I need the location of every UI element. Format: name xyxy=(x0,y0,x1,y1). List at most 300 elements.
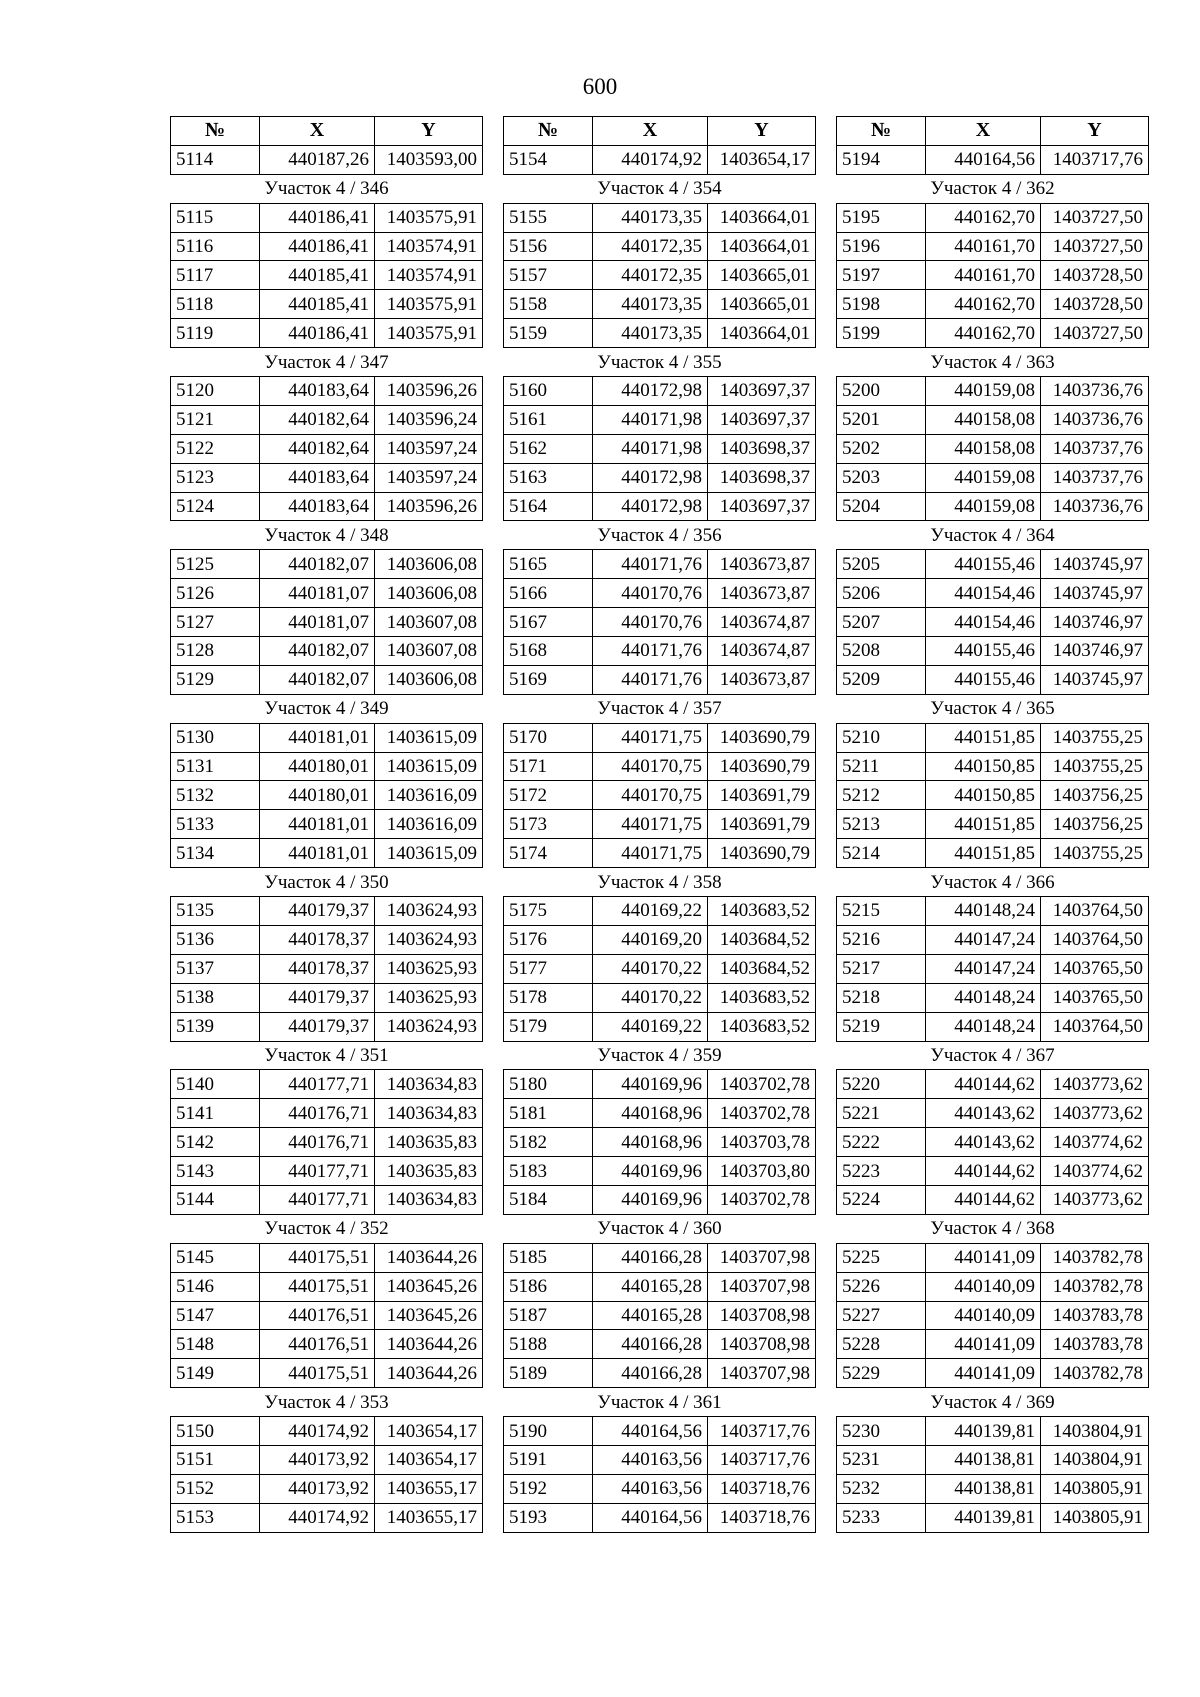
section-label: Участок 4 / 353 xyxy=(171,1388,483,1417)
table-row xyxy=(837,983,1149,1012)
table-row xyxy=(171,1330,483,1359)
table-row xyxy=(837,608,1149,637)
table-row xyxy=(837,1330,1149,1359)
point-number: 5144 xyxy=(171,1185,260,1214)
coord-x: 440159,08 xyxy=(926,377,1041,406)
point-number: 5137 xyxy=(171,954,260,983)
point-number: 5178 xyxy=(504,983,593,1012)
coord-x: 440169,20 xyxy=(593,925,708,954)
coord-x: 440170,22 xyxy=(593,983,708,1012)
table-row xyxy=(837,579,1149,608)
point-number: 5145 xyxy=(171,1243,260,1272)
coord-x: 440151,85 xyxy=(926,839,1041,868)
table-row xyxy=(504,1099,816,1128)
coord-y: 1403615,09 xyxy=(375,723,483,752)
table-row xyxy=(171,781,483,810)
table-row xyxy=(504,1272,816,1301)
coord-x: 440147,24 xyxy=(926,954,1041,983)
coord-y: 1403615,09 xyxy=(375,752,483,781)
coord-y: 1403574,91 xyxy=(375,232,483,261)
coord-y: 1403664,01 xyxy=(708,203,816,232)
point-number: 5174 xyxy=(504,839,593,868)
coord-y: 1403664,01 xyxy=(708,319,816,348)
point-number: 5197 xyxy=(837,261,926,290)
table-row xyxy=(504,1503,816,1532)
coord-y: 1403746,97 xyxy=(1041,637,1149,666)
point-number: 5165 xyxy=(504,550,593,579)
coord-y: 1403634,83 xyxy=(375,1070,483,1099)
coord-x: 440182,07 xyxy=(260,665,375,694)
table-row xyxy=(837,1272,1149,1301)
table-row xyxy=(171,492,483,521)
point-number: 5198 xyxy=(837,290,926,319)
coord-x: 440182,07 xyxy=(260,550,375,579)
coord-y: 1403756,25 xyxy=(1041,781,1149,810)
coord-y: 1403634,83 xyxy=(375,1185,483,1214)
coord-x: 440183,64 xyxy=(260,463,375,492)
section-row xyxy=(504,174,816,203)
coord-x: 440172,98 xyxy=(593,463,708,492)
coord-x: 440176,71 xyxy=(260,1128,375,1157)
coord-x: 440181,07 xyxy=(260,608,375,637)
section-row xyxy=(171,868,483,897)
coord-y: 1403745,97 xyxy=(1041,550,1149,579)
coord-y: 1403755,25 xyxy=(1041,752,1149,781)
point-number: 5213 xyxy=(837,810,926,839)
coord-x: 440170,22 xyxy=(593,954,708,983)
coord-x: 440150,85 xyxy=(926,781,1041,810)
table-row xyxy=(171,232,483,261)
point-number: 5224 xyxy=(837,1185,926,1214)
table-row xyxy=(504,1474,816,1503)
coord-y: 1403644,26 xyxy=(375,1243,483,1272)
point-number: 5171 xyxy=(504,752,593,781)
table-row xyxy=(171,839,483,868)
point-number: 5139 xyxy=(171,1012,260,1041)
coord-y: 1403707,98 xyxy=(708,1359,816,1388)
point-number: 5183 xyxy=(504,1157,593,1186)
point-number: 5147 xyxy=(171,1301,260,1330)
coord-y: 1403697,37 xyxy=(708,377,816,406)
coord-y: 1403575,91 xyxy=(375,203,483,232)
table-row xyxy=(504,1301,816,1330)
point-number: 5115 xyxy=(171,203,260,232)
coord-x: 440183,64 xyxy=(260,492,375,521)
point-number: 5120 xyxy=(171,377,260,406)
point-number: 5148 xyxy=(171,1330,260,1359)
point-number: 5193 xyxy=(504,1503,593,1532)
point-number: 5180 xyxy=(504,1070,593,1099)
section-row xyxy=(837,348,1149,377)
coord-y: 1403635,83 xyxy=(375,1128,483,1157)
coord-y: 1403718,76 xyxy=(708,1503,816,1532)
coord-y: 1403805,91 xyxy=(1041,1503,1149,1532)
coord-x: 440165,28 xyxy=(593,1301,708,1330)
coord-y: 1403783,78 xyxy=(1041,1301,1149,1330)
table-row xyxy=(837,203,1149,232)
coord-y: 1403684,52 xyxy=(708,925,816,954)
section-row xyxy=(504,348,816,377)
table-row xyxy=(837,1099,1149,1128)
coord-y: 1403736,76 xyxy=(1041,377,1149,406)
header-number: № xyxy=(504,117,593,146)
table-row xyxy=(171,1272,483,1301)
coord-y: 1403736,76 xyxy=(1041,405,1149,434)
point-number: 5227 xyxy=(837,1301,926,1330)
point-number: 5156 xyxy=(504,232,593,261)
point-number: 5152 xyxy=(171,1474,260,1503)
coord-x: 440155,46 xyxy=(926,550,1041,579)
coord-x: 440181,01 xyxy=(260,839,375,868)
coord-y: 1403606,08 xyxy=(375,550,483,579)
table-row xyxy=(504,781,816,810)
point-number: 5204 xyxy=(837,492,926,521)
point-number: 5138 xyxy=(171,983,260,1012)
table-row xyxy=(504,983,816,1012)
coord-y: 1403717,76 xyxy=(708,1445,816,1474)
coordinate-table-1 xyxy=(170,116,483,1533)
coord-x: 440169,96 xyxy=(593,1157,708,1186)
section-label: Участок 4 / 350 xyxy=(171,868,483,897)
coord-x: 440175,51 xyxy=(260,1243,375,1272)
coord-x: 440180,01 xyxy=(260,781,375,810)
section-row xyxy=(837,174,1149,203)
coord-y: 1403593,00 xyxy=(375,145,483,174)
table-row xyxy=(504,405,816,434)
coord-y: 1403596,24 xyxy=(375,405,483,434)
coord-x: 440169,96 xyxy=(593,1070,708,1099)
section-label: Участок 4 / 359 xyxy=(504,1041,816,1070)
coord-y: 1403773,62 xyxy=(1041,1099,1149,1128)
table-row xyxy=(837,1301,1149,1330)
table-row xyxy=(837,810,1149,839)
table-row xyxy=(837,1445,1149,1474)
point-number: 5167 xyxy=(504,608,593,637)
coord-y: 1403805,91 xyxy=(1041,1474,1149,1503)
point-number: 5188 xyxy=(504,1330,593,1359)
point-number: 5230 xyxy=(837,1417,926,1446)
coord-x: 440140,09 xyxy=(926,1301,1041,1330)
table-row xyxy=(837,925,1149,954)
table-row xyxy=(837,1417,1149,1446)
page-number: 600 xyxy=(582,74,618,99)
coord-y: 1403702,78 xyxy=(708,1099,816,1128)
coord-y: 1403804,91 xyxy=(1041,1445,1149,1474)
coord-x: 440171,98 xyxy=(593,434,708,463)
coord-y: 1403764,50 xyxy=(1041,897,1149,926)
coord-y: 1403697,37 xyxy=(708,492,816,521)
table-row xyxy=(504,1157,816,1186)
table-row xyxy=(504,1243,816,1272)
table-row xyxy=(504,1070,816,1099)
table-row xyxy=(837,1157,1149,1186)
coord-x: 440173,35 xyxy=(593,290,708,319)
table-row xyxy=(171,954,483,983)
table-row xyxy=(504,550,816,579)
section-label: Участок 4 / 363 xyxy=(837,348,1149,377)
table-row xyxy=(837,434,1149,463)
coord-y: 1403703,80 xyxy=(708,1157,816,1186)
section-row xyxy=(504,1041,816,1070)
section-label: Участок 4 / 348 xyxy=(171,521,483,550)
table-row xyxy=(171,550,483,579)
section-label: Участок 4 / 346 xyxy=(171,174,483,203)
coord-y: 1403673,87 xyxy=(708,579,816,608)
coord-y: 1403773,62 xyxy=(1041,1185,1149,1214)
coord-x: 440176,51 xyxy=(260,1330,375,1359)
coord-y: 1403737,76 xyxy=(1041,463,1149,492)
section-row xyxy=(504,521,816,550)
coord-y: 1403575,91 xyxy=(375,290,483,319)
section-label: Участок 4 / 368 xyxy=(837,1214,1149,1243)
point-number: 5134 xyxy=(171,839,260,868)
coord-x: 440150,85 xyxy=(926,752,1041,781)
point-number: 5143 xyxy=(171,1157,260,1186)
table-row xyxy=(504,261,816,290)
table-row xyxy=(504,1185,816,1214)
coord-y: 1403575,91 xyxy=(375,319,483,348)
coord-x: 440162,70 xyxy=(926,319,1041,348)
table-row xyxy=(837,1243,1149,1272)
coord-x: 440141,09 xyxy=(926,1243,1041,1272)
coord-x: 440170,76 xyxy=(593,608,708,637)
coord-y: 1403736,76 xyxy=(1041,492,1149,521)
coord-y: 1403606,08 xyxy=(375,665,483,694)
point-number: 5140 xyxy=(171,1070,260,1099)
section-label: Участок 4 / 352 xyxy=(171,1214,483,1243)
point-number: 5217 xyxy=(837,954,926,983)
coord-y: 1403691,79 xyxy=(708,781,816,810)
point-number: 5146 xyxy=(171,1272,260,1301)
point-number: 5149 xyxy=(171,1359,260,1388)
point-number: 5205 xyxy=(837,550,926,579)
coord-x: 440174,92 xyxy=(593,145,708,174)
table-row xyxy=(837,637,1149,666)
point-number: 5126 xyxy=(171,579,260,608)
point-number: 5123 xyxy=(171,463,260,492)
point-number: 5121 xyxy=(171,405,260,434)
point-number: 5208 xyxy=(837,637,926,666)
table-row xyxy=(171,1359,483,1388)
coord-y: 1403702,78 xyxy=(708,1070,816,1099)
point-number: 5173 xyxy=(504,810,593,839)
table-row xyxy=(171,665,483,694)
coord-y: 1403717,76 xyxy=(708,1417,816,1446)
table-row xyxy=(171,1445,483,1474)
table-row xyxy=(171,1128,483,1157)
coord-y: 1403718,76 xyxy=(708,1474,816,1503)
coord-x: 440172,98 xyxy=(593,377,708,406)
table-row xyxy=(171,1243,483,1272)
coord-x: 440170,76 xyxy=(593,579,708,608)
point-number: 5184 xyxy=(504,1185,593,1214)
table-row xyxy=(504,463,816,492)
point-number: 5196 xyxy=(837,232,926,261)
coord-y: 1403698,37 xyxy=(708,434,816,463)
section-label: Участок 4 / 347 xyxy=(171,348,483,377)
table-row xyxy=(171,261,483,290)
table-header-row xyxy=(504,117,816,146)
coord-y: 1403596,26 xyxy=(375,492,483,521)
point-number: 5154 xyxy=(504,145,593,174)
point-number: 5206 xyxy=(837,579,926,608)
point-number: 5200 xyxy=(837,377,926,406)
table-row xyxy=(504,1012,816,1041)
coord-x: 440172,35 xyxy=(593,232,708,261)
coord-y: 1403745,97 xyxy=(1041,665,1149,694)
coord-x: 440154,46 xyxy=(926,608,1041,637)
section-label: Участок 4 / 364 xyxy=(837,521,1149,550)
coord-y: 1403635,83 xyxy=(375,1157,483,1186)
coord-y: 1403708,98 xyxy=(708,1301,816,1330)
point-number: 5163 xyxy=(504,463,593,492)
coord-x: 440147,24 xyxy=(926,925,1041,954)
point-number: 5133 xyxy=(171,810,260,839)
section-row xyxy=(837,1041,1149,1070)
coord-y: 1403782,78 xyxy=(1041,1359,1149,1388)
table-row xyxy=(171,925,483,954)
coord-x: 440138,81 xyxy=(926,1445,1041,1474)
coord-x: 440186,41 xyxy=(260,203,375,232)
table-row xyxy=(504,1128,816,1157)
section-label: Участок 4 / 365 xyxy=(837,694,1149,723)
coord-y: 1403690,79 xyxy=(708,752,816,781)
coord-y: 1403596,26 xyxy=(375,377,483,406)
point-number: 5166 xyxy=(504,579,593,608)
table-row xyxy=(837,463,1149,492)
coord-y: 1403673,87 xyxy=(708,665,816,694)
point-number: 5176 xyxy=(504,925,593,954)
coord-y: 1403625,93 xyxy=(375,983,483,1012)
point-number: 5182 xyxy=(504,1128,593,1157)
point-number: 5161 xyxy=(504,405,593,434)
table-row xyxy=(171,1157,483,1186)
coord-y: 1403674,87 xyxy=(708,608,816,637)
coord-x: 440181,01 xyxy=(260,810,375,839)
coord-y: 1403728,50 xyxy=(1041,290,1149,319)
point-number: 5159 xyxy=(504,319,593,348)
point-number: 5228 xyxy=(837,1330,926,1359)
coord-x: 440171,76 xyxy=(593,550,708,579)
point-number: 5223 xyxy=(837,1157,926,1186)
point-number: 5162 xyxy=(504,434,593,463)
header-x: X xyxy=(926,117,1041,146)
coord-x: 440141,09 xyxy=(926,1359,1041,1388)
coord-y: 1403782,78 xyxy=(1041,1272,1149,1301)
coord-y: 1403755,25 xyxy=(1041,723,1149,752)
table-row xyxy=(504,897,816,926)
coord-y: 1403755,25 xyxy=(1041,839,1149,868)
coord-x: 440143,62 xyxy=(926,1099,1041,1128)
section-label: Участок 4 / 369 xyxy=(837,1388,1149,1417)
table-row xyxy=(837,492,1149,521)
coord-x: 440144,62 xyxy=(926,1157,1041,1186)
table-row xyxy=(504,665,816,694)
coord-y: 1403717,76 xyxy=(1041,145,1149,174)
table-row xyxy=(171,1417,483,1446)
coord-y: 1403616,09 xyxy=(375,810,483,839)
coord-y: 1403654,17 xyxy=(375,1417,483,1446)
table-row xyxy=(837,1185,1149,1214)
coord-x: 440185,41 xyxy=(260,290,375,319)
coord-y: 1403727,50 xyxy=(1041,203,1149,232)
table-row xyxy=(171,637,483,666)
section-row xyxy=(504,868,816,897)
coord-x: 440168,96 xyxy=(593,1128,708,1157)
point-number: 5190 xyxy=(504,1417,593,1446)
coord-y: 1403645,26 xyxy=(375,1301,483,1330)
coord-y: 1403645,26 xyxy=(375,1272,483,1301)
coord-x: 440177,71 xyxy=(260,1185,375,1214)
point-number: 5233 xyxy=(837,1503,926,1532)
point-number: 5172 xyxy=(504,781,593,810)
section-row xyxy=(837,868,1149,897)
table-row xyxy=(837,261,1149,290)
point-number: 5131 xyxy=(171,752,260,781)
coord-x: 440169,22 xyxy=(593,1012,708,1041)
table-row xyxy=(504,723,816,752)
coordinate-table-2 xyxy=(503,116,816,1533)
point-number: 5129 xyxy=(171,665,260,694)
coord-x: 440159,08 xyxy=(926,463,1041,492)
table-row xyxy=(504,232,816,261)
point-number: 5202 xyxy=(837,434,926,463)
coord-y: 1403644,26 xyxy=(375,1359,483,1388)
coord-x: 440138,81 xyxy=(926,1474,1041,1503)
table-row xyxy=(171,1099,483,1128)
point-number: 5125 xyxy=(171,550,260,579)
coord-y: 1403745,97 xyxy=(1041,579,1149,608)
table-row xyxy=(837,954,1149,983)
coord-y: 1403615,09 xyxy=(375,839,483,868)
point-number: 5122 xyxy=(171,434,260,463)
header-x: X xyxy=(260,117,375,146)
point-number: 5203 xyxy=(837,463,926,492)
table-row xyxy=(837,781,1149,810)
coord-x: 440168,96 xyxy=(593,1099,708,1128)
section-label: Участок 4 / 357 xyxy=(504,694,816,723)
coord-y: 1403634,83 xyxy=(375,1099,483,1128)
coord-x: 440182,07 xyxy=(260,637,375,666)
point-number: 5212 xyxy=(837,781,926,810)
point-number: 5219 xyxy=(837,1012,926,1041)
coord-x: 440177,71 xyxy=(260,1070,375,1099)
coord-x: 440171,98 xyxy=(593,405,708,434)
table-row xyxy=(171,377,483,406)
table-row xyxy=(504,319,816,348)
coord-x: 440179,37 xyxy=(260,897,375,926)
table-row xyxy=(171,319,483,348)
table-row xyxy=(504,1417,816,1446)
section-label: Участок 4 / 360 xyxy=(504,1214,816,1243)
point-number: 5211 xyxy=(837,752,926,781)
coord-y: 1403683,52 xyxy=(708,983,816,1012)
coord-y: 1403624,93 xyxy=(375,897,483,926)
coord-x: 440170,75 xyxy=(593,781,708,810)
coord-x: 440183,64 xyxy=(260,377,375,406)
point-number: 5229 xyxy=(837,1359,926,1388)
point-number: 5142 xyxy=(171,1128,260,1157)
table-row xyxy=(837,665,1149,694)
point-number: 5128 xyxy=(171,637,260,666)
coord-y: 1403665,01 xyxy=(708,290,816,319)
table-row xyxy=(171,145,483,174)
coord-y: 1403773,62 xyxy=(1041,1070,1149,1099)
table-row xyxy=(837,1012,1149,1041)
table-row xyxy=(171,579,483,608)
table-row xyxy=(504,608,816,637)
coord-x: 440158,08 xyxy=(926,405,1041,434)
